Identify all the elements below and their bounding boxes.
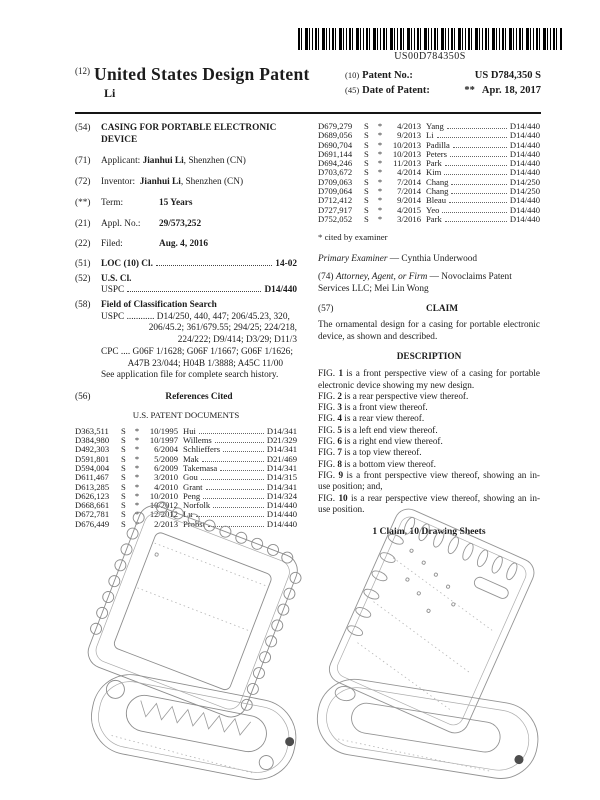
- ref-date: 6/2004: [154, 444, 178, 455]
- ref-inventor-name: Norfolk: [183, 500, 211, 511]
- ref-classification: D14/440: [509, 167, 540, 178]
- ref-classification: D14/315: [266, 472, 297, 483]
- ref-inventor-name: Willems: [183, 435, 212, 446]
- dot-leader: [450, 156, 507, 157]
- barcode: [298, 28, 562, 62]
- claim-text: The ornamental design for a casing for portable electronic device, as shown and described.: [318, 320, 540, 342]
- fig-text: is a front view thereof.: [344, 402, 428, 413]
- ref-inventor-name: Kim: [426, 167, 442, 178]
- fig-number: 1: [338, 368, 344, 379]
- ref-kind-code: S: [121, 490, 126, 501]
- inventor-surname: Li: [104, 86, 116, 100]
- ref-classification: D14/440: [266, 509, 297, 520]
- field-search-cpc-2: A47B 23/044; H04B 1/3888; A45C 11/00: [127, 358, 283, 369]
- field-tag: (**): [75, 197, 91, 208]
- loc-class-row: [75, 259, 297, 271]
- ref-cited-star: *: [134, 490, 140, 501]
- dot-leader: [444, 174, 507, 175]
- ref-cited-star: *: [134, 462, 140, 473]
- ref-classification: D14/341: [266, 462, 297, 473]
- date-tag: (45): [345, 85, 360, 95]
- fig-text: is a front perspective view thereof, showing an in-use position; and,: [318, 469, 540, 492]
- ref-kind-code: S: [364, 176, 369, 187]
- ref-classification: D14/250: [509, 176, 540, 187]
- ref-inventor-name: Li: [426, 130, 434, 141]
- ref-date: 10/1997: [149, 435, 178, 446]
- fig-text: is a rear perspective view thereof, showing an in-use position.: [318, 492, 541, 514]
- ref-classification: D14/324: [266, 490, 297, 501]
- ref-inventor-name: Padilla: [426, 139, 450, 150]
- applicant-row: [75, 156, 297, 168]
- fig-label: FIG.: [318, 458, 336, 469]
- field-tag: (54): [75, 123, 91, 133]
- ref-number: D613,285: [75, 481, 110, 492]
- attorney-line: [318, 272, 540, 295]
- ref-cited-star: *: [134, 472, 140, 483]
- primary-examiner-label: Primary Examiner: [318, 254, 388, 265]
- ref-inventor-name: Schlieffers: [183, 444, 221, 455]
- ref-classification: D21/469: [266, 453, 297, 464]
- ref-number: D703,672: [318, 167, 353, 178]
- fig-text: is a top view thereof.: [344, 447, 422, 458]
- figure-description-line: [318, 447, 540, 458]
- patent-date-row: [345, 83, 541, 98]
- loc-label: LOC (10) Cl.: [101, 258, 153, 269]
- ref-kind-code: S: [121, 462, 126, 473]
- inventor-value: [101, 177, 243, 189]
- ref-number: D694,246: [318, 158, 353, 169]
- fig-number: 3: [337, 402, 342, 413]
- fig-label: FIG.: [318, 436, 336, 447]
- ref-cited-star: *: [134, 425, 140, 436]
- ref-kind-code: S: [364, 158, 369, 169]
- dot-leader: [201, 479, 264, 480]
- dot-leader: [220, 470, 264, 471]
- ref-kind-code: S: [364, 204, 369, 215]
- date-value: [464, 84, 541, 98]
- ref-kind-code: S: [121, 425, 126, 436]
- ref-date: 10/1995: [149, 425, 178, 436]
- ref-kind-code: S: [364, 195, 369, 206]
- filed-row: [75, 239, 297, 251]
- ref-inventor-name: Grant: [183, 481, 203, 492]
- ref-date: 10/2013: [392, 148, 421, 159]
- dot-leader: [449, 202, 507, 203]
- ref-inventor-name: Park: [426, 213, 442, 224]
- cited-by-examiner-note: * cited by examiner: [318, 232, 388, 243]
- fig-label: FIG.: [318, 413, 336, 424]
- claim-heading: CLAIM: [425, 304, 459, 315]
- ref-date: 12/2012: [149, 509, 178, 520]
- ref-number: D689,056: [318, 130, 353, 141]
- ref-kind-code: S: [121, 518, 126, 529]
- invention-title: CASING FOR PORTABLE ELECTRONIC DEVICE: [101, 123, 277, 145]
- fig-text: is a front perspective view of a casing for portable electronic device showing my new design.: [318, 368, 541, 390]
- ref-number: D626,123: [75, 490, 110, 501]
- ref-classification: D14/440: [509, 213, 540, 224]
- references-heading: References Cited: [165, 391, 233, 402]
- ref-kind-code: S: [121, 435, 126, 446]
- ref-date: 5/2009: [154, 453, 178, 464]
- ref-number: D611,467: [75, 472, 109, 483]
- ref-kind-code: S: [121, 444, 126, 455]
- ref-number: D709,063: [318, 176, 353, 187]
- field-tag: (74): [318, 272, 334, 283]
- ref-inventor-name: Hui: [183, 425, 196, 436]
- right-column: [318, 121, 540, 538]
- ref-number: D363,511: [75, 425, 109, 436]
- term-row: [75, 198, 297, 210]
- ref-date: 2/2013: [154, 518, 178, 529]
- ref-date: 6/2009: [154, 462, 178, 473]
- ref-classification: D14/440: [266, 518, 297, 529]
- ref-inventor-name: Yeo: [426, 204, 440, 215]
- ref-kind-code: S: [364, 167, 369, 178]
- dot-leader: [215, 442, 264, 443]
- ref-kind-code: S: [364, 186, 369, 197]
- figure-description-line: [318, 459, 540, 470]
- bibliographic-body: [75, 121, 541, 538]
- references-heading-row: [75, 392, 297, 404]
- date-label: Date of Patent:: [362, 85, 430, 96]
- ref-date: 4/2015: [397, 204, 421, 215]
- fig-text: is a right end view thereof.: [344, 436, 443, 447]
- fig-label: FIG.: [318, 469, 336, 480]
- fig-number: 2: [337, 390, 342, 401]
- dot-leader: [206, 489, 264, 490]
- fig-number: 8: [337, 458, 342, 469]
- dash: —: [389, 254, 400, 265]
- ref-kind-code: S: [364, 130, 369, 141]
- figure-description-line: [318, 436, 540, 447]
- ref-number: D591,801: [75, 453, 110, 464]
- dot-leader: [451, 193, 506, 194]
- dot-leader: [445, 165, 507, 166]
- us-cl-label: U.S. Cl.: [101, 273, 132, 284]
- dot-leader: [199, 433, 264, 434]
- ref-cited-star: *: [377, 195, 383, 206]
- fig-text: is a rear perspective view thereof.: [344, 390, 469, 401]
- header-left: [75, 64, 345, 101]
- applicant-name: Jianhui Li: [142, 156, 184, 167]
- dot-leader: [437, 137, 507, 138]
- patent-number-row: [345, 68, 541, 83]
- ref-cited-star: *: [377, 204, 383, 215]
- dot-leader: [127, 291, 261, 292]
- fig-label: FIG.: [318, 390, 336, 401]
- field-tag: (57): [318, 304, 334, 315]
- ref-cited-star: *: [377, 121, 383, 131]
- field-search-uspc-1: USPC ............ D14/250, 440, 447; 206/45.23, 320,: [101, 311, 290, 322]
- fig-label: FIG.: [318, 424, 336, 435]
- dot-leader: [445, 221, 507, 222]
- uspc-label: USPC: [101, 285, 125, 296]
- fig-text: is a bottom view thereof.: [344, 458, 436, 469]
- fig-label: FIG.: [318, 447, 336, 458]
- ref-cited-star: *: [134, 435, 140, 446]
- field-search-note: See application file for complete search history.: [101, 370, 279, 381]
- rear-perspective-drawing: [300, 505, 558, 790]
- dash: —: [429, 272, 439, 283]
- ref-date: 4/2013: [397, 121, 421, 131]
- dot-leader: [453, 147, 507, 148]
- fig-number: 6: [337, 436, 342, 447]
- ref-cited-star: *: [377, 130, 383, 141]
- primary-examiner-line: [318, 254, 540, 266]
- figure-description-line: [318, 391, 540, 402]
- rear-perspective-line-drawing-icon: [300, 505, 558, 790]
- fig-number: 9: [338, 469, 344, 480]
- ref-cited-star: *: [377, 167, 383, 178]
- ref-inventor-name: Gou: [183, 472, 198, 483]
- fig-number: 5: [337, 424, 342, 435]
- figure-description-line: [318, 425, 540, 436]
- ref-date: 7/2014: [397, 176, 421, 187]
- ref-inventor-name: Probst: [183, 518, 205, 529]
- inventor-name: Jianhui Li: [139, 177, 181, 188]
- ref-number: D712,412: [318, 195, 353, 206]
- claim-heading-row: [318, 304, 540, 316]
- inventor-label: Inventor:: [101, 177, 136, 188]
- ref-date: 7/2014: [397, 186, 421, 197]
- kind-code-tag: (12): [75, 66, 90, 76]
- ref-inventor-name: Yang: [426, 121, 444, 131]
- patent-no-value: US D784,350 S: [474, 70, 541, 81]
- ref-date: 3/2010: [154, 472, 178, 483]
- document-title: United States Design Patent: [94, 64, 310, 84]
- patent-no-label: Patent No.:: [362, 70, 413, 81]
- ref-classification: D14/341: [266, 425, 297, 436]
- ref-classification: D14/341: [266, 481, 297, 492]
- ref-inventor-name: Peters: [426, 148, 448, 159]
- ref-kind-code: S: [121, 500, 126, 511]
- ref-date: 10/2013: [392, 139, 421, 150]
- attorney-value: Novoclaims Patent Services LLC; Mei Lin Wong: [318, 272, 512, 294]
- field-search-uspc-2: 206/45.2; 361/679.55; 294/25; 224/218,: [148, 323, 297, 334]
- ref-number: D709,064: [318, 186, 353, 197]
- header-divider: [75, 112, 541, 114]
- field-tag: (21): [75, 218, 91, 229]
- field-search-cpc-1: CPC .... G06F 1/1628; G06F 1/1667; G06F 1/1626;: [101, 346, 293, 357]
- ref-kind-code: S: [121, 453, 126, 464]
- ref-classification: D14/250: [509, 186, 540, 197]
- ref-date: 10/2012: [149, 500, 178, 511]
- loc-value: 14-02: [275, 258, 297, 269]
- ref-number: D672,781: [75, 509, 110, 520]
- left-column: [75, 121, 297, 538]
- ref-cited-star: *: [377, 139, 383, 150]
- ref-date: 11/2013: [393, 158, 421, 169]
- barcode-bars-icon: [298, 28, 562, 50]
- attorney-label: Attorney, Agent, or Firm: [335, 272, 428, 283]
- document-header: [75, 64, 541, 101]
- field-search-row: [75, 300, 297, 312]
- fig-label: FIG.: [318, 492, 336, 503]
- uspc-value: D14/440: [264, 285, 297, 296]
- term-value: 15 Years: [159, 197, 193, 208]
- ref-date: 4/2014: [397, 167, 421, 178]
- ref-number: D752,052: [318, 213, 353, 224]
- date-note: **: [464, 85, 475, 96]
- field-tag: (22): [75, 239, 91, 250]
- applicant-rest: , Shenzhen (CN): [183, 156, 246, 167]
- ref-number: D690,704: [318, 139, 353, 150]
- field-tag: (72): [75, 177, 91, 188]
- dot-leader: [447, 128, 507, 129]
- ref-classification: D14/440: [509, 204, 540, 215]
- ref-classification: D14/440: [509, 195, 540, 206]
- ref-cited-star: *: [377, 148, 383, 159]
- fig-number: 7: [337, 447, 342, 458]
- primary-examiner-name: Cynthia Underwood: [401, 254, 478, 265]
- ref-kind-code: S: [121, 481, 126, 492]
- fig-label: FIG.: [318, 402, 336, 413]
- ref-number: D594,004: [75, 462, 110, 473]
- ref-cited-star: *: [377, 213, 383, 224]
- barcode-text: US00D784350S: [394, 51, 466, 62]
- ref-kind-code: S: [364, 139, 369, 150]
- ref-classification: D21/329: [266, 435, 297, 446]
- patent-reference-row: [318, 215, 540, 224]
- ref-kind-code: S: [364, 148, 369, 159]
- filed-label: Filed:: [101, 239, 123, 250]
- patent-no-tag: (10): [345, 70, 360, 80]
- dot-leader: [442, 212, 506, 213]
- figure-description-line: [318, 470, 540, 493]
- ref-inventor-name: Takemasa: [183, 462, 218, 473]
- applicant-label: Applicant:: [101, 156, 141, 167]
- ref-cited-star: *: [134, 453, 140, 464]
- ref-cited-star: *: [134, 481, 140, 492]
- uspc-row: [75, 285, 297, 297]
- invention-title-row: [75, 123, 297, 146]
- ref-number: D679,279: [318, 121, 353, 131]
- field-tag: (51): [75, 258, 91, 269]
- dot-leader: [223, 451, 264, 452]
- ref-date: 3/2016: [397, 213, 421, 224]
- dot-leader: [202, 461, 264, 462]
- ref-kind-code: S: [121, 509, 126, 520]
- ref-number: D727,917: [318, 204, 353, 215]
- ref-date: 9/2014: [397, 195, 421, 206]
- term-label: Term:: [101, 197, 124, 208]
- field-tag: (52): [75, 273, 91, 284]
- figure-description-line: [318, 413, 540, 424]
- references-subheading: U.S. PATENT DOCUMENTS: [132, 409, 240, 420]
- ref-kind-code: S: [364, 213, 369, 224]
- ref-cited-star: *: [134, 509, 140, 520]
- ref-number: D492,303: [75, 444, 110, 455]
- ref-number: D668,661: [75, 500, 110, 511]
- ref-inventor-name: Park: [426, 158, 442, 169]
- references-list-right: [318, 122, 540, 224]
- ref-number: D676,449: [75, 518, 110, 529]
- ref-cited-star: *: [377, 158, 383, 169]
- figure-descriptions: [318, 368, 540, 515]
- ref-number: D691,144: [318, 148, 353, 159]
- ref-cited-star: *: [377, 186, 383, 197]
- appl-no-label: Appl. No.:: [101, 218, 141, 229]
- ref-inventor-name: Lu: [183, 509, 193, 520]
- ref-classification: D14/440: [266, 500, 297, 511]
- ref-date: 10/2010: [149, 490, 178, 501]
- inventor-rest: , Shenzhen (CN): [180, 177, 244, 188]
- ref-classification: D14/440: [509, 121, 540, 131]
- ref-classification: D14/440: [509, 158, 540, 169]
- ref-inventor-name: Bleau: [426, 195, 447, 206]
- description-heading: DESCRIPTION: [396, 351, 462, 362]
- ref-kind-code: S: [121, 472, 126, 483]
- ref-cited-star: *: [377, 176, 383, 187]
- ref-classification: D14/440: [509, 139, 540, 150]
- appl-no-value: 29/573,252: [159, 218, 202, 229]
- ref-cited-star: *: [134, 518, 140, 529]
- ref-inventor-name: Peng: [183, 490, 201, 501]
- ref-cited-star: *: [134, 444, 140, 455]
- appl-no-row: [75, 219, 297, 231]
- ref-classification: D14/341: [266, 444, 297, 455]
- filed-value: Aug. 4, 2016: [159, 239, 209, 250]
- fig-number: 4: [337, 413, 342, 424]
- ref-classification: D14/440: [509, 130, 540, 141]
- header-right: [345, 64, 541, 101]
- front-perspective-drawing: [62, 498, 314, 798]
- field-tag: (71): [75, 156, 91, 167]
- inventor-row: [75, 177, 297, 189]
- ref-number: D384,980: [75, 435, 110, 446]
- fig-number: 10: [338, 492, 348, 503]
- applicant-value: [101, 156, 246, 168]
- ref-inventor-name: Chang: [426, 176, 449, 187]
- ref-classification: D14/440: [509, 148, 540, 159]
- fig-text: is a left end view thereof.: [344, 424, 438, 435]
- us-cl-row: [75, 274, 297, 286]
- claims-sheets-note: 1 Claim, 10 Drawing Sheets: [372, 526, 486, 538]
- field-search-label: Field of Classification Search: [101, 300, 217, 311]
- ref-date: 9/2013: [397, 130, 421, 141]
- field-tag: (58): [75, 300, 91, 311]
- figure-description-line: [318, 368, 540, 391]
- ref-kind-code: S: [364, 121, 369, 131]
- fig-text: is a rear view thereof.: [344, 413, 425, 424]
- dot-leader: [156, 265, 272, 266]
- fig-label: FIG.: [318, 368, 336, 379]
- field-tag: (56): [75, 391, 91, 402]
- ref-inventor-name: Chang: [426, 186, 449, 197]
- ref-date: 4/2010: [154, 481, 178, 492]
- field-search-uspc-3: 224/222; D9/414; D3/29; D11/3: [177, 335, 297, 346]
- front-perspective-line-drawing-icon: [62, 498, 314, 798]
- ref-cited-star: *: [134, 500, 140, 511]
- ref-inventor-name: Mak: [183, 453, 199, 464]
- date-text: Apr. 18, 2017: [481, 85, 541, 96]
- dot-leader: [451, 184, 506, 185]
- figure-description-line: [318, 402, 540, 413]
